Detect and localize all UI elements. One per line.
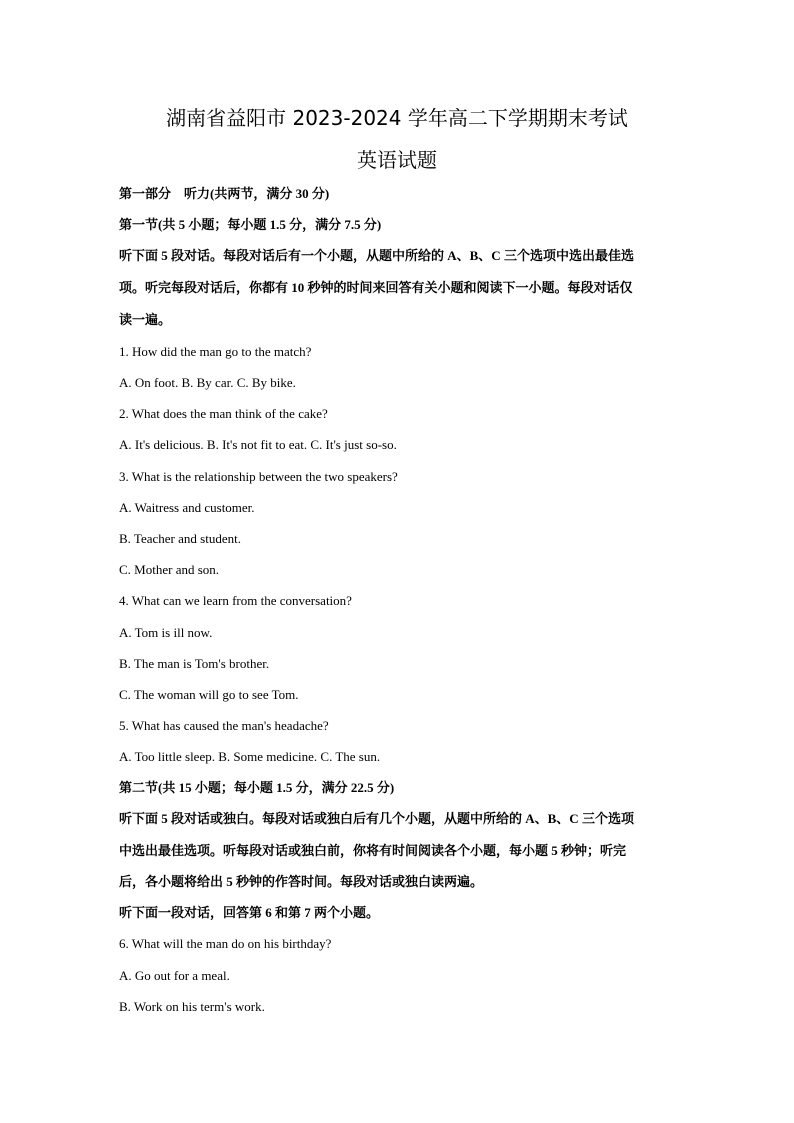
section-two-instruction-line-3: 后，各小题将给出 5 秒钟的作答时间。每段对话或独白读两遍。 xyxy=(119,874,484,889)
question-3: 3. What is the relationship between the two speakers? xyxy=(119,469,398,484)
question-6: 6. What will the man do on his birthday? xyxy=(119,936,332,951)
question-3-option-c: C. Mother and son. xyxy=(119,562,220,577)
section-one-instruction-line-3: 读一遍。 xyxy=(119,312,172,327)
section-one-instruction-line-2: 项。听完每段对话后，你都有 10 秒钟的时间来回答有关小题和阅读下一小题。每段对话仅 xyxy=(119,280,633,295)
question-6-option-b: B. Work on his term's work. xyxy=(119,999,265,1014)
section-two-instruction-line-1: 听下面 5 段对话或独白。每段对话或独白后有几个小题，从题中所给的 A、B、C 三个选项 xyxy=(119,811,634,826)
section-one-heading: 第一节(共 5 小题；每小题 1.5 分，满分 7.5 分) xyxy=(119,217,382,232)
exam-title: 湖南省益阳市 2023-2024 学年高二下学期期末考试 xyxy=(166,106,628,130)
question-2-options: A. It's delicious. B. It's not fit to eat. C. It's just so-so. xyxy=(119,437,397,452)
question-2: 2. What does the man think of the cake? xyxy=(119,406,328,421)
question-4-option-a: A. Tom is ill now. xyxy=(119,625,213,640)
question-3-option-a: A. Waitress and customer. xyxy=(119,500,255,515)
question-1-options: A. On foot. B. By car. C. By bike. xyxy=(119,375,296,390)
question-3-option-b: B. Teacher and student. xyxy=(119,531,241,546)
question-6-option-a: A. Go out for a meal. xyxy=(119,968,230,983)
section-two-instruction-line-2: 中选出最佳选项。听每段对话或独白前，你将有时间阅读各个小题，每小题 5 秒钟；听完 xyxy=(119,843,627,858)
question-5-options: A. Too little sleep. B. Some medicine. C. The sun. xyxy=(119,749,381,764)
question-4-option-b: B. The man is Tom's brother. xyxy=(119,656,270,671)
group-heading: 听下面一段对话，回答第 6 和第 7 两个小题。 xyxy=(119,905,380,920)
question-1: 1. How did the man go to the match? xyxy=(119,344,312,359)
question-4: 4. What can we learn from the conversation? xyxy=(119,593,352,608)
part-one-heading: 第一部分 听力(共两节，满分 30 分) xyxy=(119,186,330,201)
exam-subtitle: 英语试题 xyxy=(357,148,437,172)
question-4-option-c: C. The woman will go to see Tom. xyxy=(119,687,299,702)
section-one-instruction-line-1: 听下面 5 段对话。每段对话后有一个小题，从题中所给的 A、B、C 三个选项中选出最佳选 xyxy=(119,248,634,263)
question-5: 5. What has caused the man's headache? xyxy=(119,718,329,733)
section-two-heading: 第二节(共 15 小题；每小题 1.5 分，满分 22.5 分) xyxy=(119,780,395,795)
